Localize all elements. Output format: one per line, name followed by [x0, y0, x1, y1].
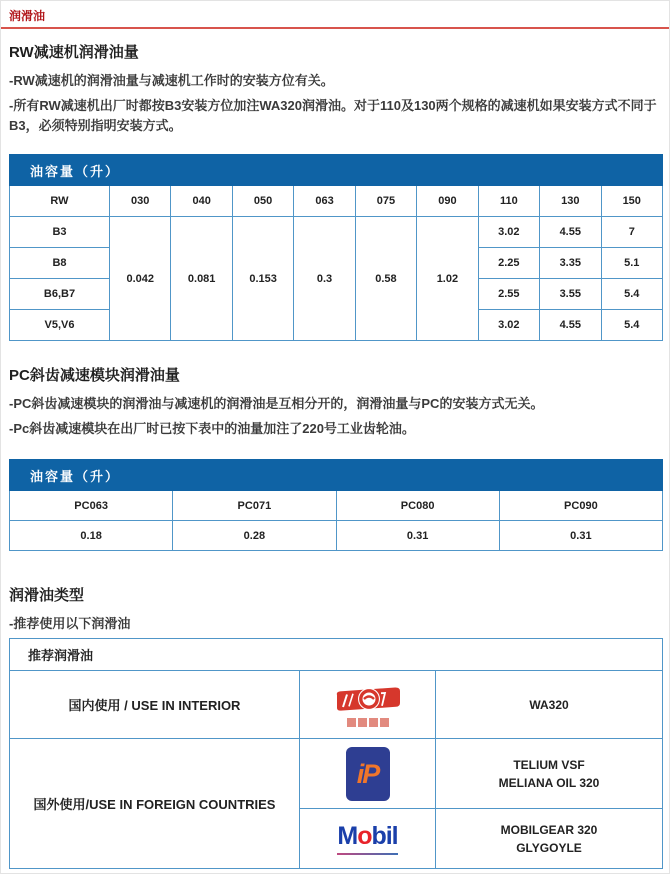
- oil-value-cell: 0.31: [336, 521, 499, 551]
- column-header: 110: [478, 186, 539, 217]
- column-header: 150: [601, 186, 663, 217]
- row-header: B8: [10, 248, 110, 279]
- table-header-row: [10, 186, 663, 217]
- section-title-type: 润滑油类型: [9, 587, 85, 604]
- oil-value-cell: 5.4: [601, 310, 663, 341]
- mobil-logo-text: o: [357, 822, 372, 850]
- oil-name-line: MOBILGEAR 320: [500, 822, 598, 837]
- pc-oil-capacity-table: [9, 459, 663, 551]
- brand-logo-cell: [300, 739, 436, 809]
- column-header: 040: [171, 186, 232, 217]
- paragraph: -Pc斜齿减速模块在出厂时已按下表中的油量加注了220号工业齿轮油。: [9, 421, 415, 436]
- ip-brand-logo-icon: [346, 747, 390, 801]
- oil-value-cell: 0.042: [110, 217, 171, 341]
- oil-value-cell: 4.55: [540, 310, 601, 341]
- page-tag: 润滑油: [9, 9, 46, 23]
- oil-value-cell: 5.1: [601, 248, 663, 279]
- usage-label: 国内使用 / USE IN INTERIOR: [10, 671, 300, 739]
- oil-name: WA320: [436, 671, 663, 739]
- oil-value-cell: 3.02: [478, 217, 539, 248]
- table-row: [10, 671, 663, 739]
- column-header: 050: [232, 186, 293, 217]
- table-caption-row: [10, 155, 663, 186]
- oil-value-cell: 2.25: [478, 248, 539, 279]
- column-header: PC071: [173, 491, 336, 521]
- oil-value-cell: 0.081: [171, 217, 232, 341]
- oil-value-cell: 0.18: [10, 521, 173, 551]
- oil-value-cell: 0.31: [499, 521, 662, 551]
- column-header: RW: [10, 186, 110, 217]
- column-header: PC090: [499, 491, 662, 521]
- oil-value-cell: 7: [601, 217, 663, 248]
- oil-value-cell: 3.35: [540, 248, 601, 279]
- oil-value-cell: 0.28: [173, 521, 336, 551]
- column-header: PC063: [10, 491, 173, 521]
- brand-logo-cell: [300, 671, 436, 739]
- column-header: 130: [540, 186, 601, 217]
- oil-name-line: MELIANA OIL 320: [498, 775, 600, 790]
- header-divider: [1, 27, 670, 29]
- paragraph: -推荐使用以下润滑油: [9, 616, 131, 631]
- mobil-brand-logo-icon: [337, 822, 397, 855]
- table-caption: 油容量（升）: [10, 155, 663, 186]
- section-title-rw: RW减速机润滑油量: [9, 44, 139, 61]
- mobil-logo-text: bil: [371, 822, 398, 850]
- row-header: V5,V6: [10, 310, 110, 341]
- section-title-pc: PC斜齿减速模块润滑油量: [9, 367, 180, 384]
- oil-value-cell: 2.55: [478, 279, 539, 310]
- ip-logo-text: iP: [356, 759, 379, 789]
- usage-label: 国外使用/USE IN FOREIGN COUNTRIES: [10, 739, 300, 869]
- oil-value-cell: 0.3: [294, 217, 355, 341]
- oil-value-cell: 0.58: [355, 217, 416, 341]
- table-row: [10, 521, 663, 551]
- oil-value-cell: 3.02: [478, 310, 539, 341]
- table-row: [10, 739, 663, 809]
- oil-value-cell: 5.4: [601, 279, 663, 310]
- oil-name-line: TELIUM VSF: [513, 757, 585, 772]
- table-caption: 油容量（升）: [10, 460, 663, 491]
- brand-logo-cell: [300, 809, 436, 869]
- oil-name: [436, 809, 663, 869]
- column-header: 030: [110, 186, 171, 217]
- rw-oil-capacity-table: [9, 154, 663, 341]
- oil-value-cell: 3.55: [540, 279, 601, 310]
- table-row: [10, 217, 663, 248]
- oil-value-cell: 0.153: [232, 217, 293, 341]
- paragraph: -RW减速机的润滑油量与减速机工作时的安装方位有关。: [9, 73, 334, 88]
- column-header: 063: [294, 186, 355, 217]
- column-header: PC080: [336, 491, 499, 521]
- column-header: 090: [417, 186, 478, 217]
- table-caption-row: [10, 460, 663, 491]
- paragraph: -所有RW减速机出厂时都按B3安装方位加注WA320润滑油。对于110及130两个规格的减速机如果安装方式不同于B3，必须特别指明安装方式。: [9, 98, 657, 133]
- table-header-row: [10, 639, 663, 671]
- table-caption: 推荐润滑油: [10, 639, 663, 671]
- table-header-row: [10, 491, 663, 521]
- domestic-brand-caption: [347, 718, 389, 727]
- oil-name-line: GLYGOYLE: [516, 840, 582, 855]
- oil-name: [436, 739, 663, 809]
- oil-value-cell: 1.02: [417, 217, 478, 341]
- oil-value-cell: 4.55: [540, 217, 601, 248]
- column-header: 075: [355, 186, 416, 217]
- domestic-brand-logo-icon: [333, 683, 403, 715]
- mobil-logo-text: M: [337, 822, 358, 850]
- paragraph: -PC斜齿减速模块的润滑油与减速机的润滑油是互相分开的，润滑油量与PC的安装方式无关。: [9, 396, 544, 411]
- row-header: B6,B7: [10, 279, 110, 310]
- recommended-oil-table: [9, 638, 663, 869]
- row-header: B3: [10, 217, 110, 248]
